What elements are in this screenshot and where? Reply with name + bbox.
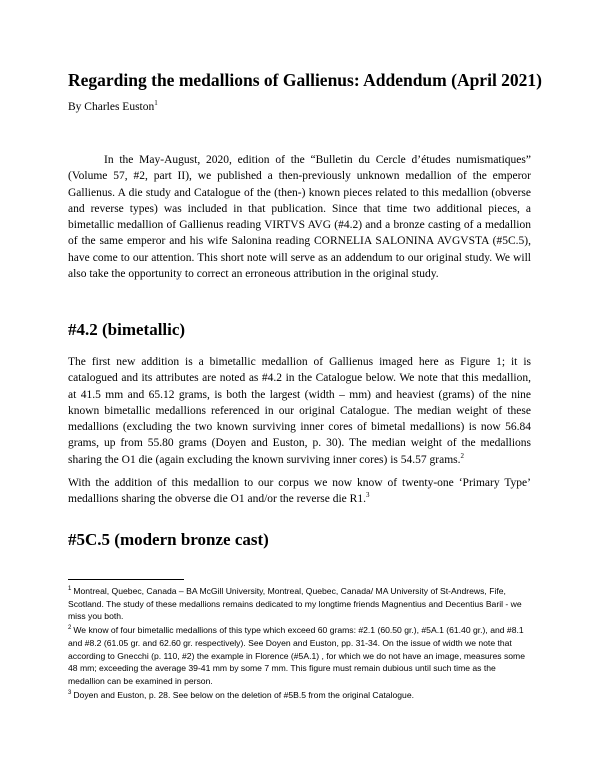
author-name: By Charles Euston [68, 101, 155, 113]
footnote-3 [68, 689, 531, 702]
paper-title: Regarding the medallions of Gallienus: Addendum (April 2021) [68, 70, 543, 90]
footnote-number: 3 [68, 689, 72, 696]
section-heading-bronze-cast: #5C.5 (modern bronze cast) [68, 530, 269, 549]
footnote-divider [68, 579, 184, 580]
footnote-1 [68, 585, 531, 623]
footnote-text: Montreal, Quebec, Canada – BA McGill University, Montreal, Quebec, Canada/ MA University of St-Andrews, Fife, Scotland. The study of these medallions remains dedicated to my longtime friends Magnentius and Decentius Baril - we miss you both. [68, 586, 522, 622]
byline [68, 101, 158, 113]
primary-type-paragraph [68, 475, 531, 508]
footnotes [68, 585, 531, 702]
footnote-ref-3: 3 [365, 491, 370, 500]
footnote-2 [68, 624, 531, 688]
primary-type-text: With the addition of this medallion to our corpus we now know of twenty-one ‘Primary Type’ medallions sharing the obverse die O1 and/or the reverse die R1. [68, 477, 531, 506]
section-heading-bimetallic: #4.2 (bimetallic) [68, 320, 186, 339]
intro-paragraph: In the May-August, 2020, edition of the “Bulletin du Cercle d’études numismatiques” (Volume 57, #2, part II), we published a then-previously unknown medallion of the emperor Gallienus. A die study and Catalogue of the (then-) known pieces related to this medallion (obverse and reverse types) was included in that publication. Since that time two additional pieces, a bimetallic medallion of Gallienus reading VIRTVS AVG (#4.2) and a bronze casting of a medallion of the same emperor and his wife Salonina reading CORNELIA SALONINA AVGVSTA (#5C.5), have come to our attention. This short note will serve as an addendum to our original study. We will also take the opportunity to correct an erroneous attribution in the original study. [68, 154, 531, 281]
footnote-ref-2: 2 [460, 451, 465, 460]
footnote-text: Doyen and Euston, p. 28. See below on the deletion of #5B.5 from the original Catalogue. [73, 689, 414, 700]
footnote-number: 2 [68, 625, 72, 632]
footnote-text: We know of four bimetallic medallions of this type which exceed 60 grams: #2.1 (60.50 gr.), #5A.1 (61.40 gr.), and #8.1 and #8.2 (61.05 gr. and 62.60 gr. respectively). See Doyen and Euston, pp. 31-34. On the issue of width we note that according to Gnecchi (p. 110, #2) the example in Florence (#5A.1) , for which we do not have an image, measures some 48 mm; exceeding the average 39-41 mm by some 7 mm. This figure must remain dubious until such time as the medallion can be examined in person. [68, 625, 525, 686]
footnote-ref-1: 1 [154, 99, 158, 108]
footnote-number: 1 [68, 586, 72, 593]
bimetallic-paragraph [68, 354, 531, 468]
bimetallic-text: The first new addition is a bimetallic medallion of Gallienus imaged here as Figure 1; it is catalogued and its attributes are noted as #4.2 in the Catalogue below. We note that this medallion, at 41.5 mm and 65.12 grams, is both the largest (width – mm) and heaviest (grams) of the nine known bimetallic medallions referenced in our original Catalogue. The median weight of these medallions (excluding the two known surviving inner cores of bimetal medallions) is now 56.84 grams, up from 55.80 grams (Doyen and Euston, p. 30). The median weight of the medallions sharing the O1 die (again excluding the known surviving inner cores) is 54.57 grams. [68, 356, 531, 466]
